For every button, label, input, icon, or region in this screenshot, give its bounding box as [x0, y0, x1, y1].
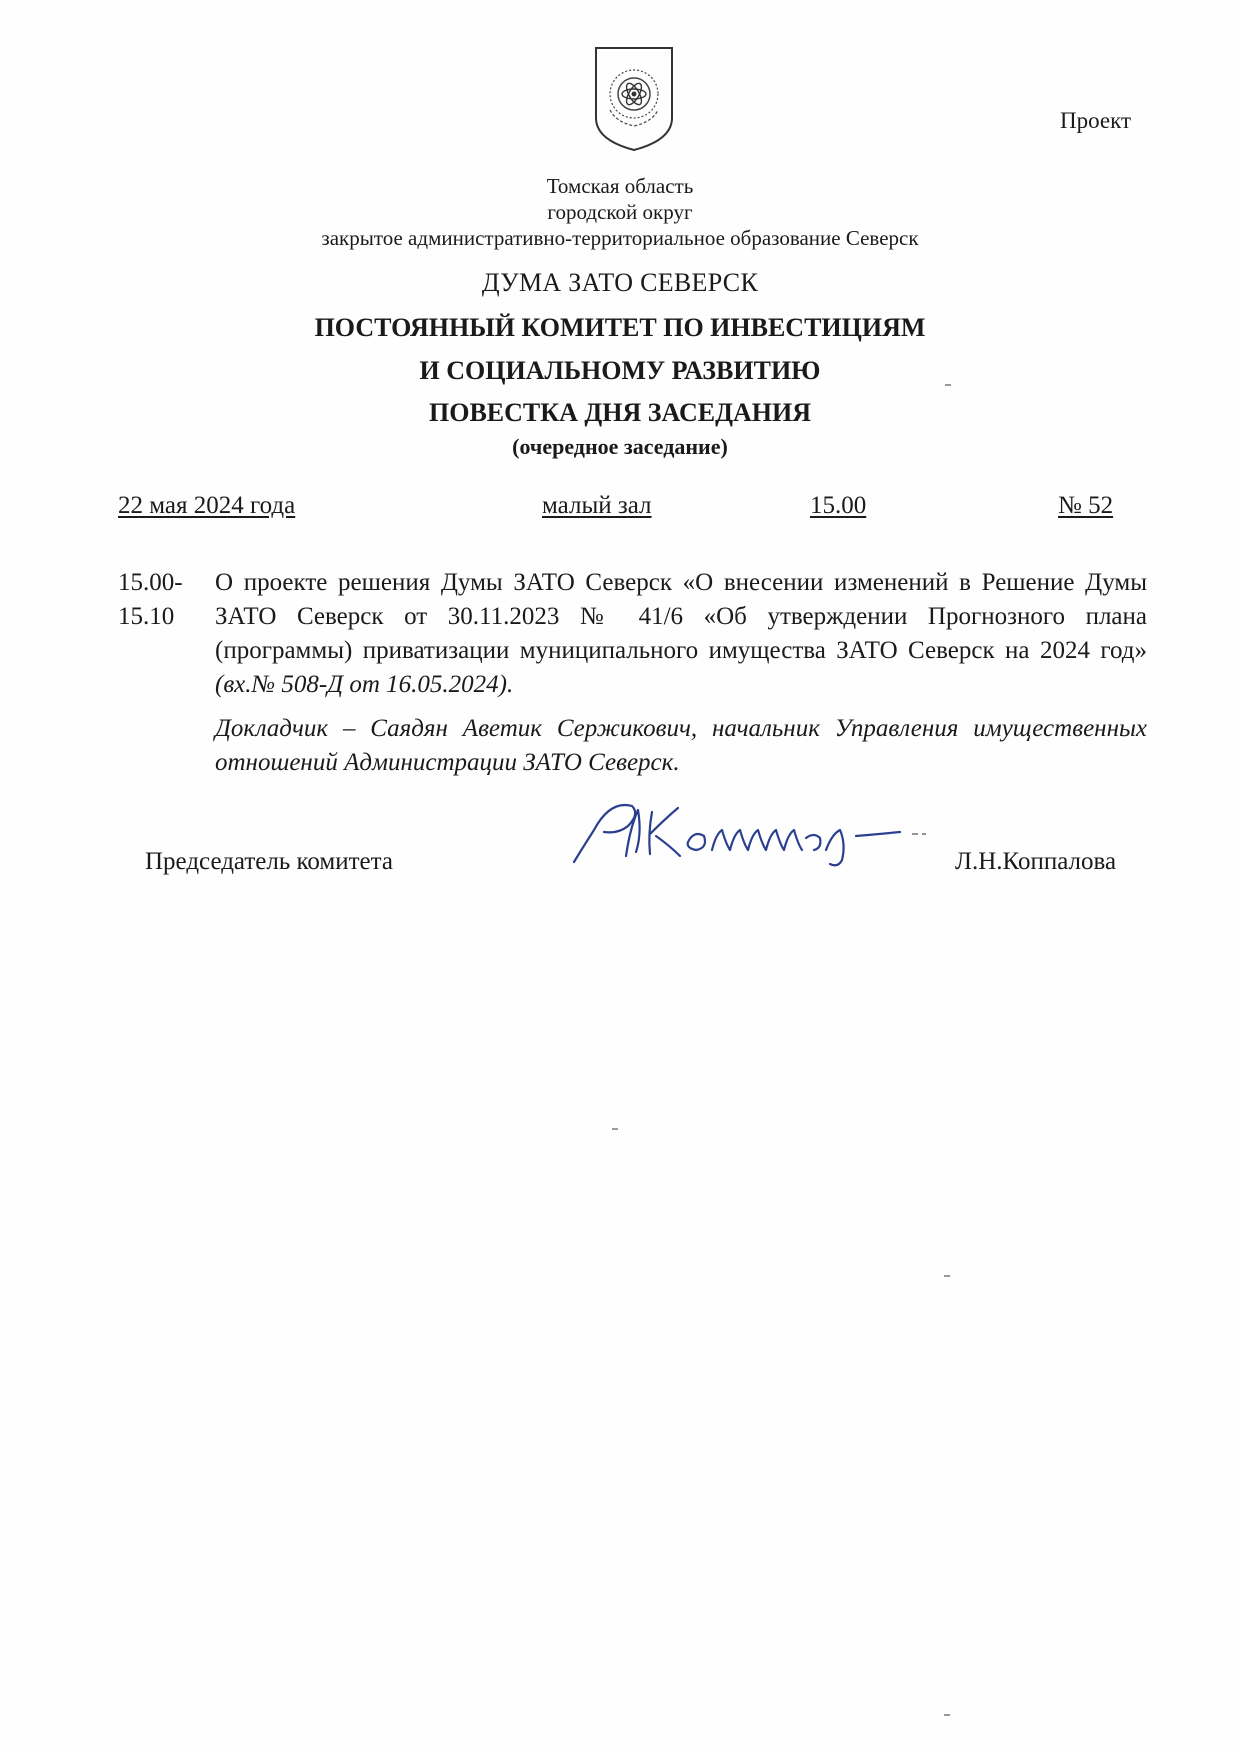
agenda-item-time-start: 15.00-: [118, 569, 183, 596]
draft-label: Проект: [1059, 108, 1131, 133]
session-type: (очередное заседание): [512, 434, 728, 459]
agenda-item-description: О проекте решения Думы ЗАТО Северск «О внесении изменений в Решение Думы ЗАТО Северск от 30.11.2023 № 41/6 «Об утверждении Прогнозного плана (программы) приватизации муниципального имущества ЗАТО Северск на 2024 год»: [215, 569, 1147, 664]
coat-of-arms-emblem: [592, 44, 676, 154]
agenda-item-speaker: Докладчик – Саядян Аветик Сержикович, начальник Управления имущественных отношений Администрации ЗАТО Северск.: [215, 715, 1147, 776]
committee-title-line2: И СОЦИАЛЬНОМУ РАЗВИТИЮ: [419, 356, 821, 385]
meeting-number: № 52: [1058, 492, 1114, 519]
scan-speck: [944, 1275, 950, 1277]
meeting-time: 15.00: [810, 492, 867, 519]
region-line: Томская область: [546, 174, 694, 198]
agenda-item-time-end: 15.10: [118, 603, 175, 630]
agenda-item-text: [215, 566, 1147, 702]
agenda-item-time: [118, 566, 198, 634]
committee-title-line1: ПОСТОЯННЫЙ КОМИТЕТ ПО ИНВЕСТИЦИЯМ: [314, 313, 926, 342]
agenda-title: ПОВЕСТКА ДНЯ ЗАСЕДАНИЯ: [429, 398, 811, 427]
handwritten-signature: [570, 790, 960, 870]
scan-speck: [612, 1128, 618, 1130]
chairman-name: Л.Н.Коппалова: [955, 848, 1117, 875]
zato-line: закрытое административно-территориальное образование Северск: [321, 226, 919, 250]
agenda-item-reference: (вх.№ 508-Д от 16.05.2024).: [215, 671, 514, 698]
district-line: городской округ: [547, 200, 693, 224]
meeting-date: 22 мая 2024 года: [118, 492, 296, 519]
scan-speck: [945, 384, 951, 386]
duma-title: ДУМА ЗАТО СЕВЕРСК: [481, 268, 759, 297]
chairman-title: Председатель комитета: [145, 848, 393, 875]
meeting-room: малый зал: [542, 492, 652, 519]
scan-speck: [944, 1714, 950, 1716]
